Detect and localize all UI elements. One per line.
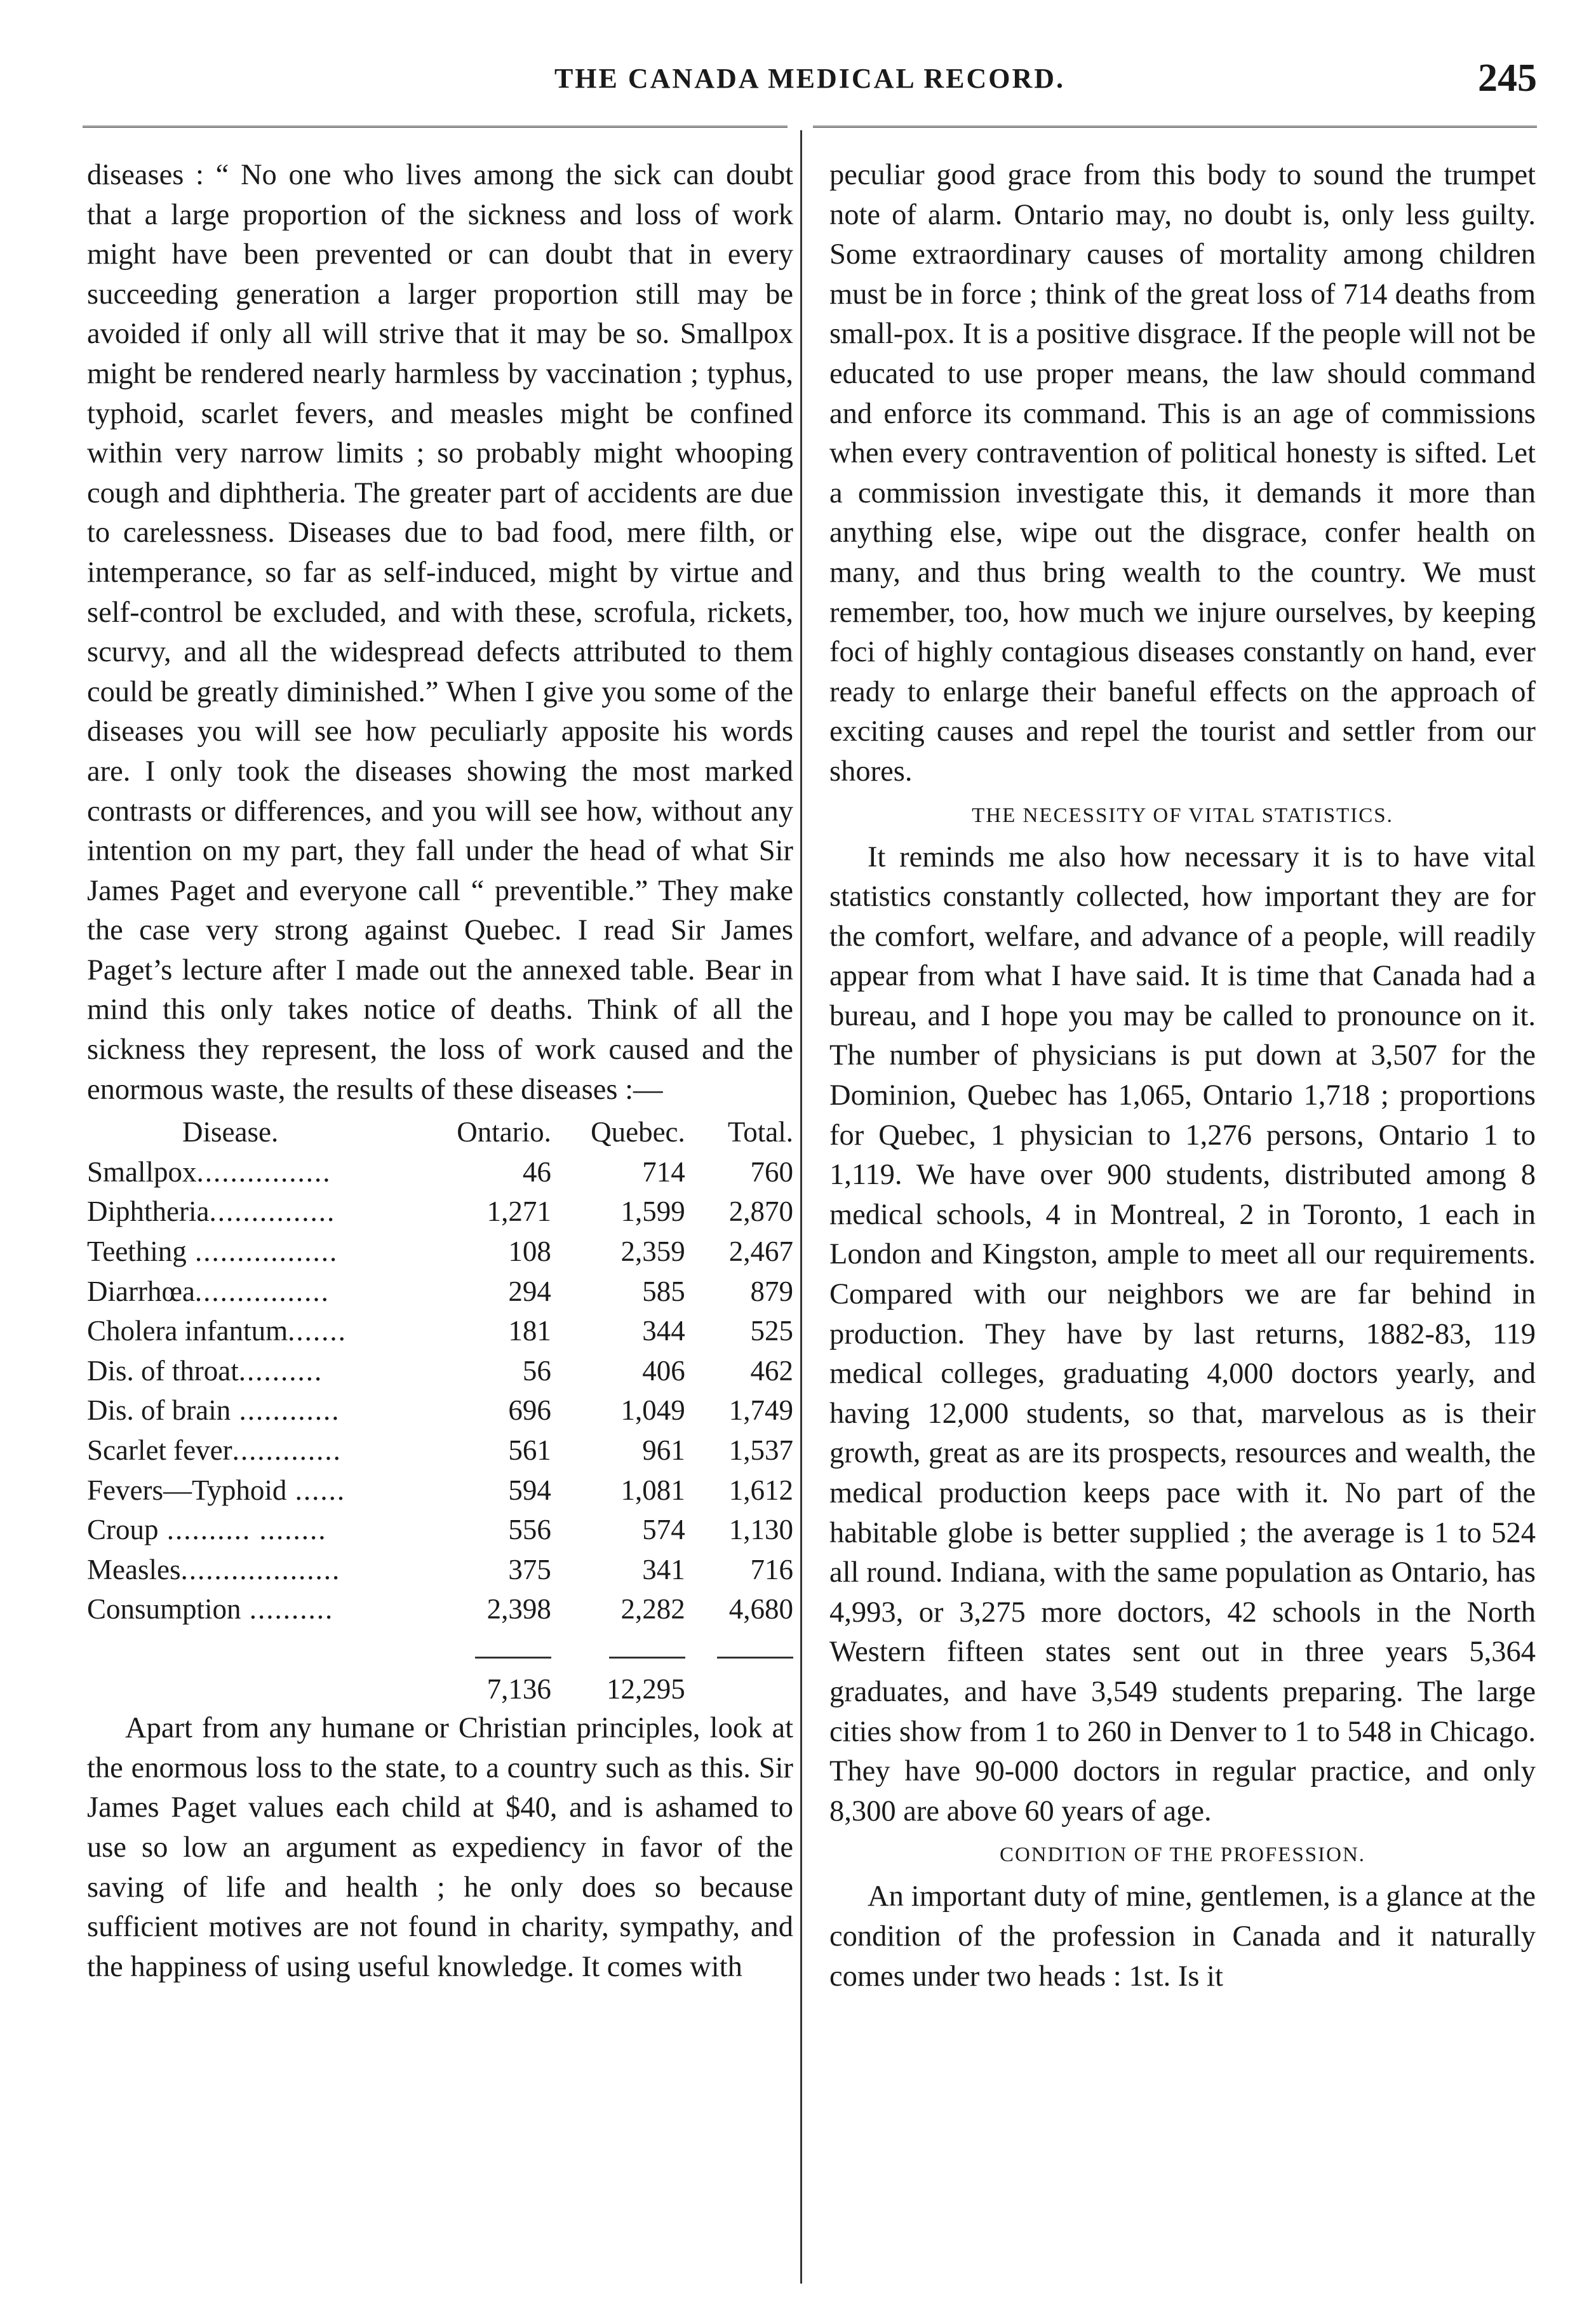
table-row [87, 1550, 793, 1590]
disease-name: Dis. of throat [87, 1354, 239, 1387]
total-cell: 4,680 [728, 1593, 793, 1626]
table-row [87, 1471, 793, 1511]
disease-name-cell [87, 1351, 417, 1391]
quebec-cell: 344 [642, 1315, 685, 1347]
disease-name: Teething [87, 1235, 187, 1268]
table-row [87, 1431, 793, 1471]
disease-name-cell [87, 1550, 417, 1590]
total-cell: 716 [750, 1553, 793, 1585]
disease-name: Diphtheria [87, 1195, 210, 1228]
table-row [87, 1311, 793, 1351]
dot-leader: ................ [196, 1155, 332, 1188]
total-ontario: 7,136 [486, 1673, 551, 1705]
disease-name-cell [87, 1471, 417, 1511]
disease-name-cell [87, 1431, 417, 1471]
header-ontario: Ontario. [457, 1116, 551, 1148]
dot-leader: ................... [180, 1553, 341, 1585]
table-row [87, 1232, 793, 1272]
dot-leader: ............... [209, 1195, 336, 1228]
disease-name-cell [87, 1311, 417, 1351]
dot-leader: ...... [286, 1474, 346, 1506]
page-header [83, 25, 1537, 108]
right-paragraph-3: An important duty of mine, gentlemen, is a glance at the condition of the profession in Canada and it naturally comes under two heads : 1st. Is it [829, 1880, 1536, 1993]
right-paragraph-1: peculiar good grace from this body to sound the trumpet note of alarm. Ontario may, no doubt is, only less guilty. Some extraordinary causes of mortality among children must be in force ; think of the great loss of 714 deaths from small-pox. It is a positive disgrace. If the people will not be educated to use proper means, the law should command and enforce its command. This is an age of commissions when every contravention of political honesty is sifted. Let a commission investigate this, it demands it more than anything else, wipe out the disgrace, confer health on many, and thus bring wealth to the country. We must remember, too, how much we injure ourselves, by keeping foci of highly contagious diseases constantly on hand, ever ready to enlarge their baneful effects on the approach of exciting causes and repel the tourist and settler from our shores. [829, 159, 1536, 788]
disease-name: Scarlet fever [87, 1434, 232, 1466]
disease-name: Measles [87, 1553, 181, 1585]
ontario-cell: 561 [508, 1434, 551, 1466]
total-cell: 1,612 [728, 1474, 793, 1506]
right-column [829, 156, 1536, 1996]
total-cell: 2,467 [728, 1235, 793, 1268]
total-quebec: 12,295 [607, 1673, 685, 1705]
sum-rule-row [87, 1629, 793, 1669]
header-quebec: Quebec. [591, 1116, 685, 1148]
quebec-cell: 1,081 [620, 1474, 685, 1506]
header-disease: Disease. [182, 1116, 279, 1148]
total-cell: 2,870 [728, 1195, 793, 1228]
dot-leader: ....... [288, 1315, 347, 1347]
disease-table [87, 1112, 793, 1709]
dot-leader: ................. [186, 1235, 339, 1268]
quebec-cell: 2,282 [620, 1593, 685, 1626]
quebec-cell: 406 [642, 1354, 685, 1387]
disease-name-cell [87, 1232, 417, 1272]
sum-rule-quebec [609, 1657, 685, 1659]
disease-name: Consumption [87, 1593, 241, 1626]
quebec-cell: 1,049 [620, 1394, 685, 1427]
section-heading-condition: CONDITION OF THE PROFESSION. [999, 1843, 1366, 1867]
disease-name-cell [87, 1589, 417, 1629]
left-column [87, 156, 793, 1987]
dot-leader: ............. [232, 1434, 342, 1466]
table-row [87, 1152, 793, 1192]
left-paragraph-1: diseases : “ No one who lives among the sick can doubt that a large proportion of the sickness and loss of work might have been prevented or can doubt that in every succeeding generation a larger proportion still may be avoided if only all will strive that it may be so. Smallpox might be rendered nearly harmless by vaccination ; typhus, typhoid, scarlet fevers, and measles might be confined within very narrow limits ; so probably might whooping cough and diphtheria. The greater part of accidents are due to carelessness. Diseases due to bad food, mere filth, or intemperance, so far as self-induced, might by virtue and self-control be excluded, and with these, scrofula, rickets, scurvy, and all the widespread defects attributed to them could be greatly diminished.” When I give you some of the diseases you will see how peculiarly apposite his words are. I only took the diseases showing the most marked contrasts or differences, and you will see how, without any intention on my part, they fall under the head of what Sir James Paget and everyone call “ preventible.” They make the case very strong against Quebec. I read Sir James Paget’s lecture after I made out the annexed table. Bear in mind this only takes notice of deaths. Think of all the sickness they represent, the loss of work caused and the enormous waste, the results of these diseases :— [87, 159, 793, 1106]
total-cell: 462 [750, 1354, 793, 1387]
table-row [87, 1351, 793, 1391]
disease-name: Dis. of brain [87, 1394, 231, 1427]
page-number: 245 [1478, 57, 1537, 100]
sum-rule-total [717, 1657, 793, 1659]
disease-name-cell [87, 1192, 417, 1232]
disease-name-cell [87, 1510, 417, 1550]
table-row [87, 1589, 793, 1629]
table-row [87, 1390, 793, 1431]
table-header-row [87, 1112, 793, 1152]
right-paragraph-2: It reminds me also how necessary it is to have vital statistics constantly collected, how important they are for the comfort, welfare, and advance of a people, will readily appear from what I have said. It is time that Canada had a bureau, and I hope you may be called to pronounce on it. The number of physicians is put down at 3,507 for the Dominion, Quebec has 1,065, Ontario 1,718 ; proportions for Quebec, 1 physician to 1,276 persons, Ontario 1 to 1,119. We have over 900 students, distributed among 8 medical schools, 4 in Montreal, 2 in Toronto, 1 each in London and Kingston, ample to meet all our requirements. Compared with our neighbors we are far behind in production. They have by last returns, 1882-83, 119 medical colleges, graduating 4,000 doctors yearly, and having 12,000 students, so that, marvelous as is their growth, great as are its prospects, resources and wealth, the medical production keeps pace with it. No part of the habitable globe is better supplied ; the average is 1 to 524 all round. Indiana, with the same population as Ontario, has 4,993, or 3,275 more doctors, 42 schools in the North Western fifteen states sent out in three years 5,364 graduates, and have 3,549 students preparing. The large cities show from 1 to 260 in Denver to 1 to 548 in Chicago. They have 90-000 doctors in regular practice, and only 8,300 are above 60 years of age. [829, 840, 1536, 1828]
quebec-cell: 714 [642, 1155, 685, 1188]
quebec-cell: 341 [642, 1553, 685, 1585]
disease-name: Smallpox [87, 1155, 197, 1188]
ontario-cell: 108 [508, 1235, 551, 1268]
quebec-cell: 961 [642, 1434, 685, 1466]
disease-name-cell [87, 1390, 417, 1431]
quebec-cell: 574 [642, 1514, 685, 1546]
ontario-cell: 556 [508, 1514, 551, 1546]
dot-leader: .......... [241, 1593, 334, 1626]
total-cell: 1,749 [728, 1394, 793, 1427]
table-row [87, 1192, 793, 1232]
top-rule-right [813, 126, 1537, 128]
quebec-cell: 585 [642, 1275, 685, 1307]
quebec-cell: 1,599 [620, 1195, 685, 1228]
column-divider [800, 130, 802, 2284]
disease-name-cell [87, 1152, 417, 1192]
total-cell: 879 [750, 1275, 793, 1307]
sum-rule-ontario [475, 1657, 551, 1659]
disease-name-cell [87, 1272, 417, 1312]
total-cell: 760 [750, 1155, 793, 1188]
totals-row [87, 1669, 793, 1709]
dot-leader: .......... ........ [158, 1514, 327, 1546]
running-title: THE CANADA MEDICAL RECORD. [554, 63, 1066, 94]
table-row [87, 1272, 793, 1312]
ontario-cell: 46 [522, 1155, 551, 1188]
ontario-cell: 696 [508, 1394, 551, 1427]
top-rule-left [83, 126, 788, 128]
dot-leader: ............ [231, 1394, 340, 1427]
disease-name: Cholera infantum [87, 1315, 288, 1347]
dot-leader: .......... [238, 1354, 323, 1387]
disease-name: Diarrhœa [87, 1275, 195, 1307]
ontario-cell: 375 [508, 1553, 551, 1585]
ontario-cell: 56 [522, 1354, 551, 1387]
left-paragraph-2: Apart from any humane or Christian principles, look at the enormous loss to the state, to a country such as this. Sir James Paget values each child at $40, and is ashamed to use so low an argument as expediency in favor of the saving of life and health ; he only does so because sufficient motives are not found in charity, sympathy, and the happiness of using useful knowledge. It comes with [87, 1712, 793, 1983]
section-heading-vital-statistics: THE NECESSITY OF VITAL STATISTICS. [972, 804, 1393, 827]
ontario-cell: 181 [508, 1315, 551, 1347]
ontario-cell: 1,271 [486, 1195, 551, 1228]
header-total: Total. [727, 1116, 793, 1148]
total-cell: 525 [750, 1315, 793, 1347]
dot-leader: ................ [194, 1275, 330, 1307]
table-row [87, 1510, 793, 1550]
disease-name: Fevers—Typhoid [87, 1474, 287, 1506]
ontario-cell: 294 [508, 1275, 551, 1307]
total-cell: 1,537 [728, 1434, 793, 1466]
total-cell: 1,130 [728, 1514, 793, 1546]
ontario-cell: 2,398 [486, 1593, 551, 1626]
disease-name: Croup [87, 1514, 159, 1546]
quebec-cell: 2,359 [620, 1235, 685, 1268]
ontario-cell: 594 [508, 1474, 551, 1506]
